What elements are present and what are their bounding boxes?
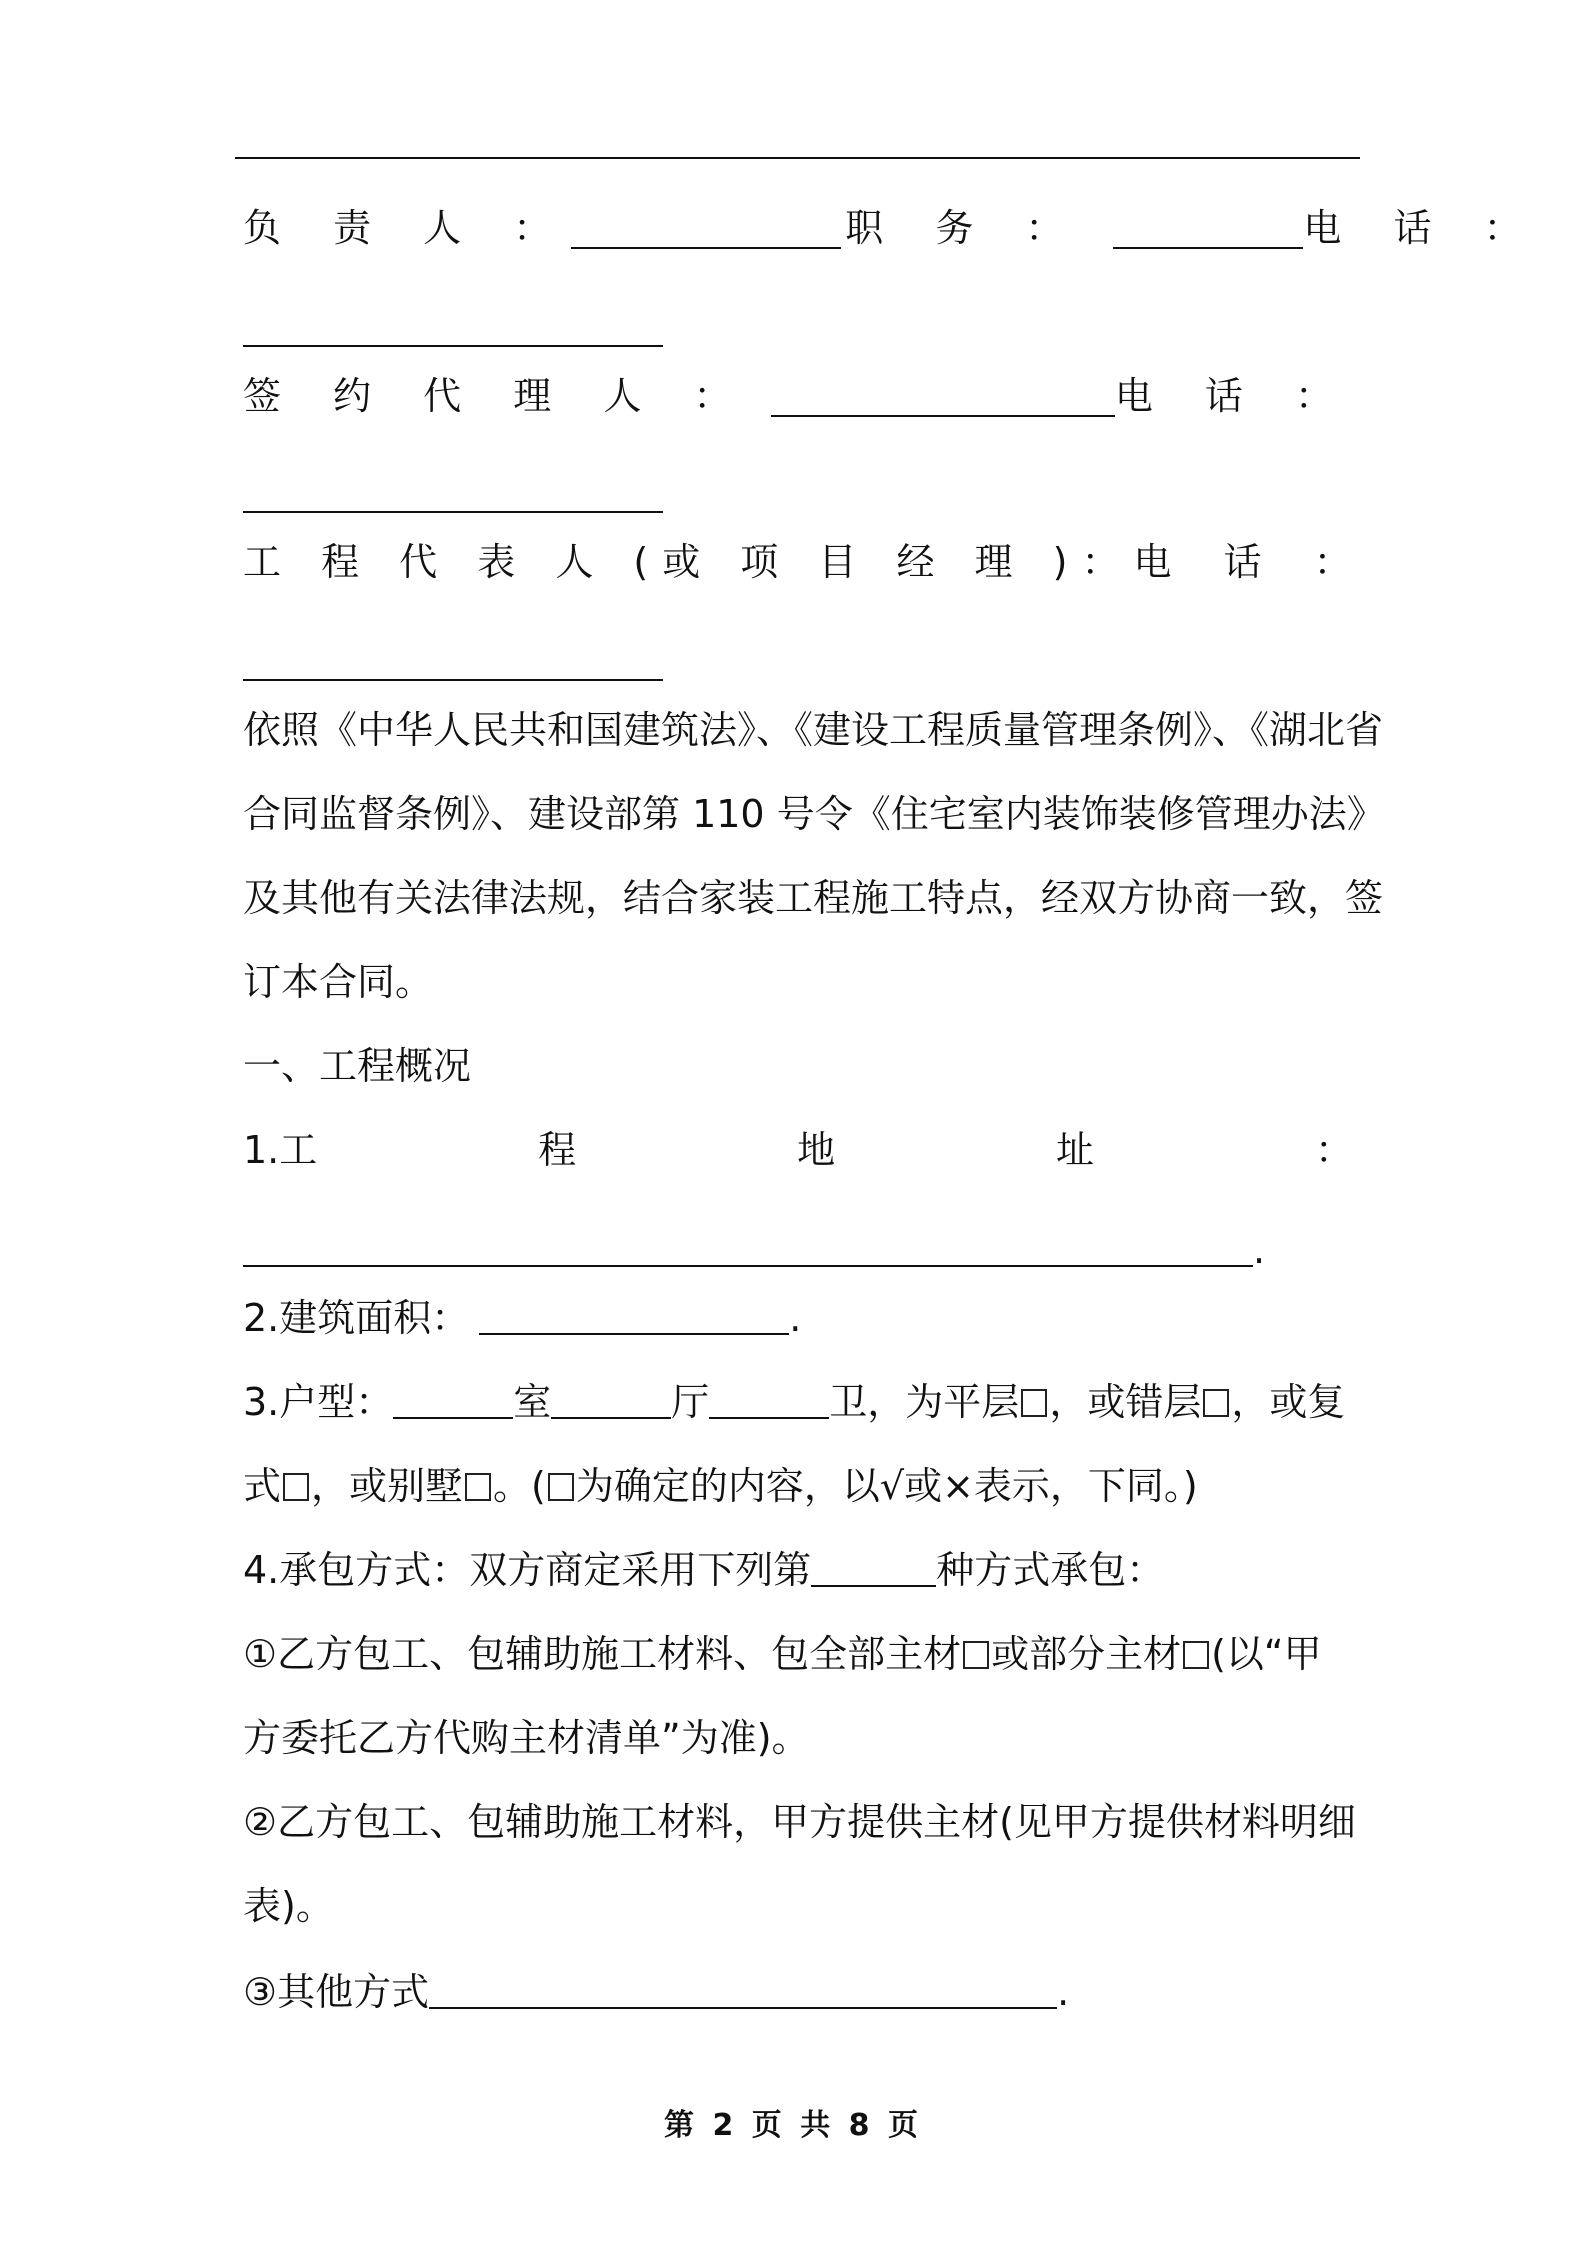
row-area — [243, 1288, 1353, 1348]
page-number: 第 2 页 共 8 页 — [664, 2108, 922, 2143]
note-checkbox-symbol — [548, 1473, 574, 1501]
intro-line-4: 订本合同。 — [243, 960, 434, 1004]
all-materials-checkbox[interactable] — [963, 1641, 989, 1669]
phone-label-2: 电 话 ： — [1114, 374, 1353, 418]
hall-blank[interactable] — [551, 1381, 671, 1419]
intro-line-2: 合同监督条例》、建设部第 110 号令《住宅室内装饰装修管理办法》 — [243, 792, 1385, 836]
row-phone-blank-1 — [243, 300, 1353, 360]
split-text: ，或错层 — [1049, 1380, 1202, 1424]
duplex-checkbox[interactable] — [283, 1473, 309, 1501]
row-address-blank — [243, 1220, 1353, 1280]
duplex-text: ，或复 — [1231, 1380, 1346, 1424]
row-phone-blank-3 — [243, 634, 1353, 694]
area-label: 2.建筑面积： — [243, 1296, 470, 1340]
option-1-text-b: 或部分主材 — [991, 1632, 1182, 1676]
responsible-label: 负 责 人 ： — [243, 206, 572, 250]
hall-text: 厅 — [671, 1380, 710, 1424]
option-3-blank[interactable] — [429, 1971, 1057, 2009]
phone-blank-1[interactable] — [243, 309, 663, 347]
row-option-3 — [243, 1962, 1353, 2022]
note-open: 。( — [493, 1464, 546, 1508]
address-blank[interactable] — [243, 1229, 1253, 1267]
row-address — [243, 1120, 1353, 1180]
partial-materials-checkbox[interactable] — [1183, 1641, 1209, 1669]
contract-mode-label: 4.承包方式：双方商定采用下列第 — [243, 1548, 812, 1592]
room-text: 室 — [513, 1380, 552, 1424]
address-label-4: 址 — [1056, 1128, 1095, 1172]
address-colon: ： — [1314, 1128, 1353, 1172]
option-1-text-a: ①乙方包工、包辅助施工材料、包全部主材 — [243, 1632, 962, 1676]
option-3-label: ③其他方式 — [243, 1970, 430, 2014]
position-label: 职 务 ： — [845, 206, 1084, 250]
villa-text: ，或别墅 — [311, 1464, 464, 1508]
row-option-1 — [243, 1624, 1353, 1684]
option-3-period: . — [1057, 1970, 1070, 2014]
address-period: . — [1253, 1228, 1266, 1272]
room-blank[interactable] — [393, 1381, 513, 1419]
address-label-1: 1.工 — [243, 1128, 318, 1172]
phone-label-3: 电 话 ： — [1133, 540, 1372, 584]
villa-checkbox[interactable] — [465, 1473, 491, 1501]
row-representative — [243, 532, 1372, 592]
option-2-line-2: 表)。 — [243, 1884, 334, 1928]
option-1-line-2: 方委托乙方代购主材清单”为准)。 — [243, 1716, 810, 1760]
address-label-2: 程 — [538, 1128, 577, 1172]
row-house-type — [243, 1372, 1353, 1432]
area-blank[interactable] — [479, 1297, 789, 1335]
flat-checkbox[interactable] — [1021, 1389, 1047, 1417]
contract-mode-blank[interactable] — [811, 1549, 936, 1587]
header-rule — [235, 157, 1360, 159]
address-label-3: 地 — [797, 1128, 836, 1172]
option-2-line-1: ②乙方包工、包辅助施工材料，甲方提供主材(见甲方提供材料明细 — [243, 1800, 1356, 1844]
duplex-suffix: 式 — [243, 1464, 282, 1508]
row-contract-mode — [243, 1540, 1353, 1600]
intro-line-1: 依照《中华人民共和国建筑法》、《建设工程质量管理条例》、《湖北省 — [243, 708, 1384, 752]
split-checkbox[interactable] — [1203, 1389, 1229, 1417]
row-house-type-2 — [243, 1456, 1353, 1516]
representative-label: 工 程 代 表 人 (或 项 目 经 理 )： — [243, 540, 1134, 584]
option-1-text-c: (以“甲 — [1211, 1632, 1322, 1676]
phone-blank-3[interactable] — [243, 643, 663, 681]
note-text: 为确定的内容，以√或×表示，下同。) — [575, 1464, 1198, 1508]
bath-text: 卫，为平层 — [829, 1380, 1020, 1424]
responsible-blank[interactable] — [571, 211, 841, 249]
phone-blank-2[interactable] — [243, 475, 663, 513]
position-blank[interactable] — [1113, 211, 1303, 249]
bath-blank[interactable] — [709, 1381, 829, 1419]
agent-blank[interactable] — [771, 379, 1114, 417]
row-agent — [243, 366, 1353, 426]
row-phone-blank-2 — [243, 466, 1353, 526]
phone-label-1: 电 话 ： — [1303, 206, 1542, 250]
row-responsible — [243, 198, 1542, 258]
contract-mode-suffix: 种方式承包： — [936, 1548, 1165, 1592]
area-period: . — [789, 1296, 802, 1340]
agent-label: 签 约 代 理 人 ： — [243, 374, 752, 418]
section-heading: 一、工程概况 — [243, 1044, 472, 1088]
intro-line-3: 及其他有关法律法规，结合家装工程施工特点，经双方协商一致，签 — [243, 876, 1384, 920]
house-type-label: 3.户型： — [243, 1380, 394, 1424]
